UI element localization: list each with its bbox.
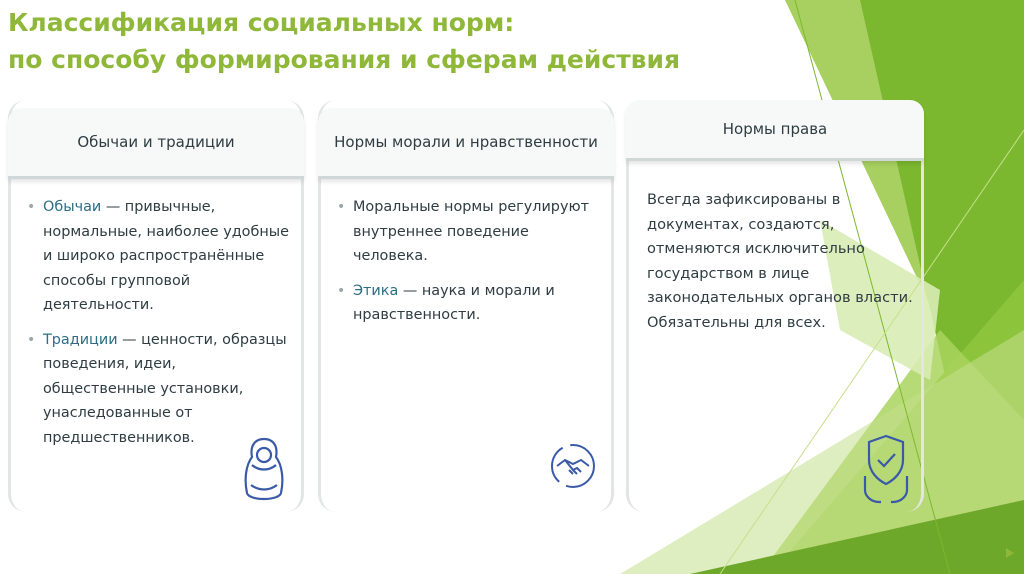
- bullet-dot-icon: •: [27, 199, 36, 215]
- slide-title: [8, 4, 788, 78]
- title-line-1: Классификация социальных норм:: [8, 8, 515, 37]
- term-ethics: Этика: [353, 282, 399, 299]
- card-body: [335, 195, 603, 338]
- bullet-dot-icon: •: [27, 331, 36, 348]
- handshake-icon: [549, 440, 597, 492]
- definition-text: — привычные, нормальные, наиболее удобные и широко распространённые способы групповой деятельности.: [43, 199, 289, 313]
- term-customs: Обычаи: [43, 199, 102, 215]
- card-header: Нормы морали и нравственности: [318, 108, 614, 179]
- matryoshka-icon: [239, 435, 289, 505]
- list-item: [25, 328, 293, 451]
- card-header: Нормы права: [626, 100, 924, 161]
- card-law: [626, 100, 924, 512]
- card-header: Обычаи и традиции: [8, 108, 304, 179]
- list-item: [335, 279, 603, 328]
- definition-text: — наука и морали и нравственности.: [353, 282, 555, 323]
- definition-text: Моральные нормы регулируют внутреннее поведение человека.: [353, 199, 589, 264]
- definition-text: — ценности, образцы поведения, идеи, общественные установки, унаследованные от предшественников.: [43, 331, 287, 446]
- list-item: [25, 195, 293, 318]
- term-traditions: Традиции: [43, 331, 118, 348]
- card-body-text: Всегда зафиксированы в документах, создаются, отменяются исключительно государством в лице законодательных органов власти. Обязательны для всех.: [647, 191, 913, 331]
- bullet-dot-icon: •: [337, 199, 346, 215]
- list-item: [335, 195, 603, 269]
- title-line-2: по способу формирования и сферам действия: [8, 45, 681, 74]
- shield-hands-icon: [861, 432, 911, 506]
- card-body: [25, 195, 293, 460]
- bullet-dot-icon: •: [337, 282, 346, 299]
- card-morality: [318, 100, 614, 512]
- next-slide-arrow-icon[interactable]: [1006, 548, 1014, 558]
- card-customs-traditions: [8, 100, 304, 512]
